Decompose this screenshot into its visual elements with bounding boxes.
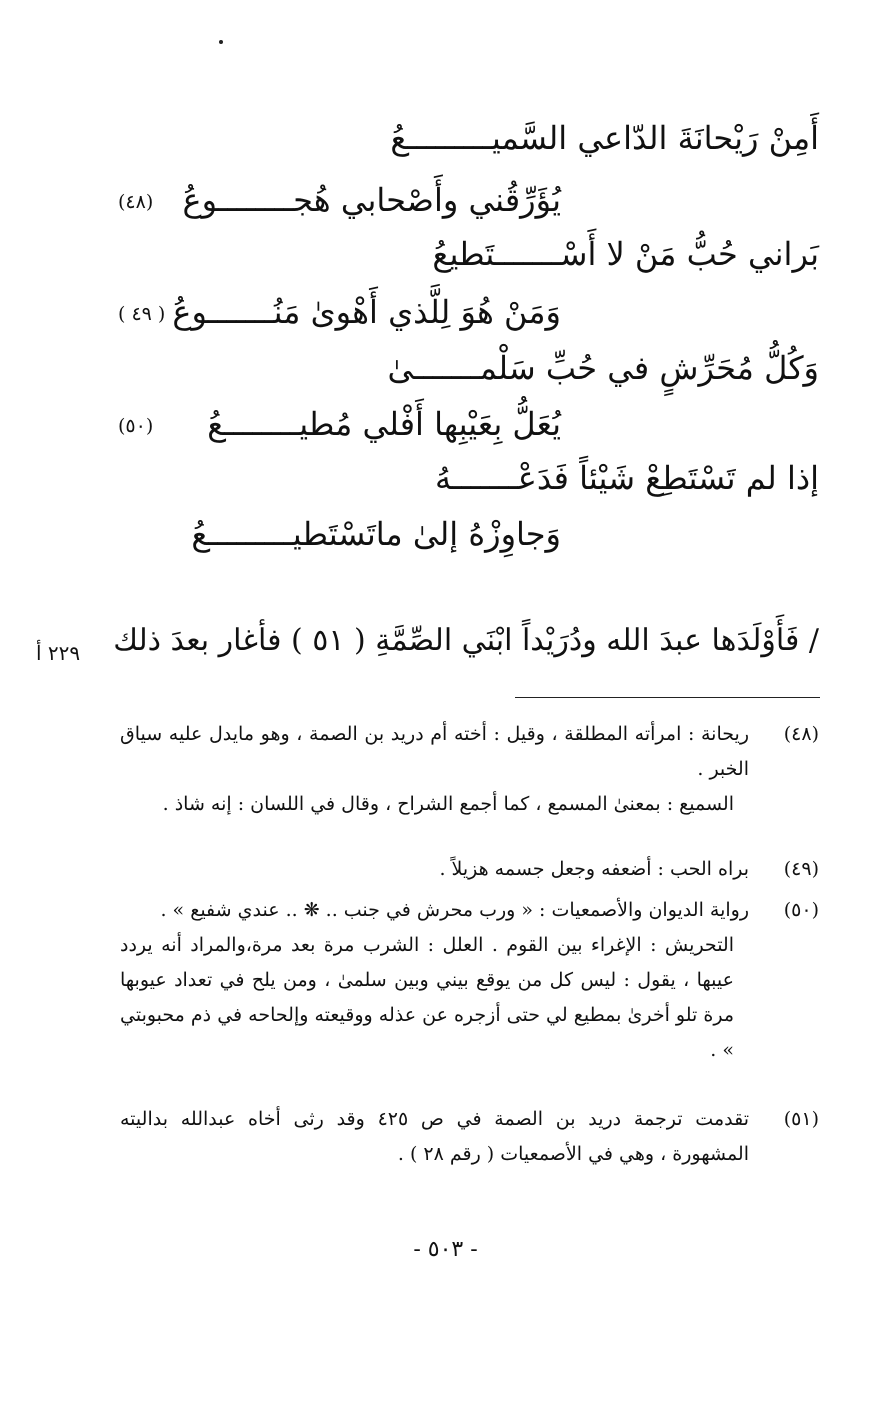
verse-line-2: يُؤَرِّقُني وأَصْحابي هُجــــــــوعُ	[182, 181, 561, 219]
footnote-49	[120, 852, 819, 887]
footnote-ref-50: (٥٠)	[118, 415, 154, 437]
page-number: - ٥٠٣ -	[413, 1237, 478, 1262]
footnote-50	[120, 893, 819, 1068]
footnote-48	[120, 717, 819, 822]
footnote-text: ريحانة : امرأته المطلقة ، وقيل : أخته أم دريد بن الصمة ، وهو مايدل عليه سياق الخبر .	[120, 723, 749, 780]
verse-line-7: إذا لم تَسْتَطِعْ شَيْئاً فَدَعْـــــــهُ	[435, 459, 819, 497]
footnote-text: رواية الديوان والأصمعيات : « ورب محرش في جنب .. ❋ .. عندي شفيع » .	[160, 899, 749, 921]
margin-folio-ref: ٢٢٩ أ	[36, 641, 81, 665]
footnote-number: (٤٨)	[783, 723, 819, 745]
verse-line-6: يُعَلُّ بِعَيْبِها أَفْلي مُطيــــــــعُ	[207, 405, 561, 443]
prose-line: / فَأَوْلَدَها عبدَ الله ودُرَيْداً ابْنَي الصِّمَّةِ ( ٥١ ) فأغار بعدَ ذلك	[113, 623, 819, 658]
footnote-ref-48: (٤٨)	[118, 191, 154, 213]
footnote-number: (٥١)	[783, 1108, 819, 1130]
footnote-subtext: السميع : بمعنىٰ المسمع ، كما أجمع الشراح ، وقال في اللسان : إنه شاذ .	[162, 793, 734, 815]
footnote-number: (٥٠)	[783, 899, 819, 921]
footnote-number: (٤٩)	[783, 858, 819, 880]
verse-line-3: بَراني حُبُّ مَنْ لا أَسْـــــــتَطيعُ	[432, 235, 819, 273]
verse-line-5: وَكُلُّ مُحَرِّشٍ في حُبِّ سَلْمـــــــىٰ	[387, 349, 819, 387]
ink-speck	[219, 40, 223, 44]
footnote-subtext: التحريش : الإغراء بين القوم . العلل : الشرب مرة بعد مرة،والمراد أنه يردد عيبها ، يقول : ليس كل من يوقع بيني وبين سلمىٰ ، ومن يلح في تعداد عيوبها مرة تلو أخرىٰ بمطيع لي حتى أزجره عن عذله ووقيعته وإلحاحه في ذم محبوبتي » .	[120, 934, 734, 1061]
verse-line-1: أَمِنْ رَيْحانَةَ الدّاعي السَّميـــــــــعُ	[390, 119, 819, 157]
footnote-51	[120, 1102, 819, 1172]
verse-line-4: وَمَنْ هُوَ لِلَّذي أَهْوىٰ مَنُـــــــوعُ	[172, 293, 561, 331]
footnote-text: تقدمت ترجمة دريد بن الصمة في ص ٤٢٥ وقد رثى أخاه عبدالله بداليته المشهورة ، وهي في الأصمعيات ( رقم ٢٨ ) .	[120, 1108, 749, 1165]
footnote-text: براه الحب : أضعفه وجعل جسمه هزيلاً .	[439, 858, 749, 880]
footnote-separator	[515, 697, 820, 698]
footnote-ref-49: ( ٤٩ )	[118, 303, 166, 325]
verse-line-8: وَجاوِزْهُ إلىٰ ماتَسْتَطيـــــــــعُ	[191, 515, 561, 553]
